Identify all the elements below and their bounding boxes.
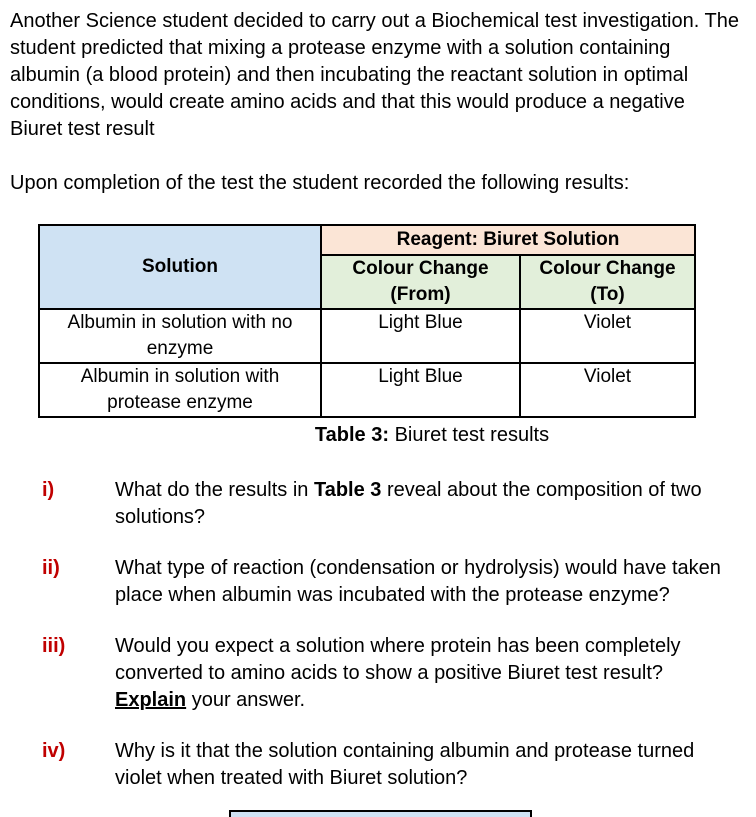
cell-colour-from: Light Blue — [321, 309, 520, 363]
question-iv — [10, 738, 742, 792]
cell-colour-to: Violet — [520, 363, 695, 417]
cell-solution: Albumin in solution with no enzyme — [39, 309, 321, 363]
question-text: Would you expect a solution where protein has been completely converted to amino acids to show a positive Biuret test result? Explain your answer. — [115, 635, 681, 711]
column-header-solution: Solution — [39, 225, 321, 309]
question-ii — [10, 555, 742, 609]
table-caption-text: Biuret test results — [389, 424, 550, 446]
table-row — [39, 309, 695, 363]
table-row-reagent-header — [39, 225, 695, 255]
question-label: iii) — [42, 635, 66, 657]
question-text: Why is it that the solution containing albumin and protease turned violet when treated with Biuret solution? — [115, 740, 695, 789]
cell-colour-to: Violet — [520, 309, 695, 363]
question-text: What do the results in Table 3 reveal about the composition of two solutions? — [115, 479, 702, 528]
column-header-colour-to: Colour Change (To) — [520, 255, 695, 309]
table-caption-label: Table 3: — [314, 424, 390, 446]
biuret-results-table — [38, 224, 696, 418]
column-header-colour-from: Colour Change (From) — [321, 255, 520, 309]
question-text: What type of reaction (condensation or hydrolysis) would have taken place when albumin was incubated with the protease enzyme? — [115, 557, 721, 606]
column-header-reagent: Reagent: Biuret Solution — [321, 225, 695, 255]
question-label: ii) — [42, 557, 60, 579]
question-label: i) — [42, 479, 55, 501]
intro-paragraph: Another Science student decided to carry out a Biochemical test investigation. The student predicted that mixing a protease enzyme with a solution containing albumin (a blood protein) and then incubating the reactant solution in optimal conditions, would create amino acids and that this would produce a negative Biuret test result — [10, 10, 739, 140]
question-list — [10, 477, 742, 792]
question-iii — [10, 633, 742, 714]
question-label: iv) — [42, 740, 66, 762]
results-prompt: Upon completion of the test the student recorded the following results: — [10, 172, 630, 194]
question-i — [10, 477, 742, 531]
table-caption — [10, 422, 742, 449]
cell-solution: Albumin in solution with protease enzyme — [39, 363, 321, 417]
cell-colour-from: Light Blue — [321, 363, 520, 417]
table-row — [39, 363, 695, 417]
next-table-top-edge — [229, 810, 532, 817]
